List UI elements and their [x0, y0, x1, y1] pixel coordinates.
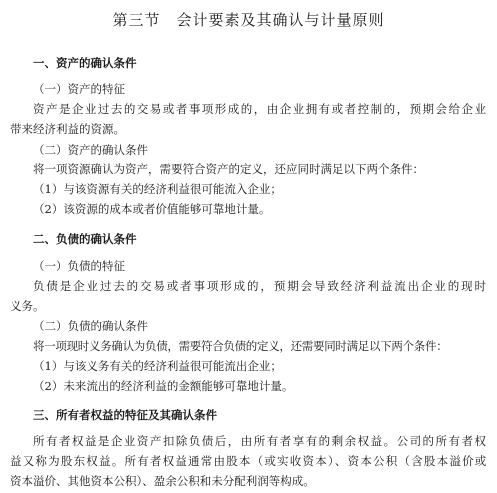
page-title: 第三节 会计要素及其确认与计量原则 — [112, 11, 385, 29]
condition-item: （1）与该资源有关的经济利益很可能流入企业； — [33, 182, 282, 196]
paragraph-line: 资产是企业过去的交易或者事项形成的，由企业拥有或者控制的，预期会给企业 — [33, 102, 486, 116]
condition-item: （2）未来流出的经济利益的金额能够可靠地计量。 — [33, 379, 294, 393]
subheading-asset-recognition: （二）资产的确认条件 — [33, 143, 148, 157]
section-heading-assets: 一、资产的确认条件 — [33, 56, 137, 70]
condition-item: （2）该资源的成本或者价值能够可靠地计量。 — [33, 202, 271, 216]
section-heading-liabilities: 二、负债的确认条件 — [33, 232, 137, 246]
subheading-liability-recognition: （二）负债的确认条件 — [33, 319, 148, 333]
paragraph-line: 所有者权益是企业资产扣除负债后，由所有者享有的剩余权益。公司的所有者权 — [33, 434, 486, 448]
paragraph-line: 负债是企业过去的交易或者事项形成的，预期会导致经济利益流出企业的现时 — [33, 279, 486, 293]
paragraph-line: 义务。 — [10, 299, 45, 313]
condition-item: （1）与该义务有关的经济利益很可能流出企业； — [33, 359, 282, 373]
subheading-liability-features: （一）负债的特征 — [33, 259, 125, 273]
paragraph-line: 带来经济利益的资源。 — [10, 122, 125, 136]
section-heading-owners-equity: 三、所有者权益的特征及其确认条件 — [33, 408, 217, 422]
subheading-asset-features: （一）资产的特征 — [33, 82, 125, 96]
paragraph-line: 将一项现时义务确认为负债，需要符合负债的定义，还需要同时满足以下两个条件： — [33, 339, 448, 353]
paragraph-line: 资本溢价、其他资本公积）、盈余公积和未分配利润等构成。 — [10, 474, 315, 488]
paragraph-line: 益又称为股东权益。所有者权益通常由股本（或实收资本）、资本公积（含股本溢价或 — [10, 454, 486, 468]
paragraph-line: 将一项资源确认为资产，需要符合资产的定义，还应同时满足以下两个条件： — [33, 162, 424, 176]
